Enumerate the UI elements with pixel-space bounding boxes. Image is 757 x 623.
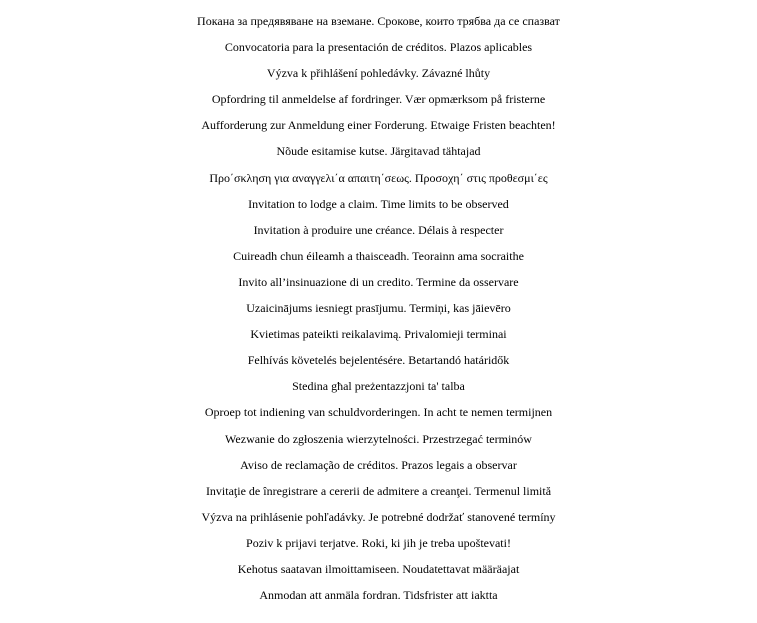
notice-line-nl: Oproep tot indiening van schuldvorderingen. In acht te nemen termijnen bbox=[204, 405, 553, 420]
notice-line-es: Convocatoria para la presentación de créditos. Plazos aplicables bbox=[224, 40, 533, 55]
notice-line-fr: Invitation à produire une créance. Délais à respecter bbox=[253, 222, 504, 237]
notice-line-it: Invito all’insinuazione di un credito. Termine da osservare bbox=[238, 274, 519, 289]
notice-line-fi: Kehotus saatavan ilmoittamiseen. Noudatettavat määräajat bbox=[237, 561, 520, 576]
notice-line-mt: Stedina għal preżentazzjoni ta' talba bbox=[292, 379, 465, 394]
notice-line-el: Προ΄σκληση για αναγγελι΄α απαιτη΄σεως. Προσοχη΄ στις προθεσμι΄ες bbox=[209, 170, 548, 185]
notice-line-pt: Aviso de reclamação de créditos. Prazos legais a observar bbox=[240, 457, 517, 472]
notice-line-sl: Poziv k prijavi terjatve. Roki, ki jih je treba upoštevati! bbox=[246, 535, 511, 550]
notice-line-lv: Uzaicinājums iesniegt prasījumu. Termiņi, kas jāievēro bbox=[246, 301, 511, 316]
notice-line-da: Opfordring til anmeldelse af fordringer. Vær opmærksom på fristerne bbox=[211, 92, 546, 107]
notice-line-sv: Anmodan att anmäla fordran. Tidsfrister att iaktta bbox=[259, 588, 498, 603]
notice-line-cs: Výzva k přihlášení pohledávky. Závazné lhůty bbox=[266, 66, 491, 81]
notice-line-bg: Покана за предявяване на вземане. Срокове, които трябва да се спазват bbox=[197, 14, 560, 28]
notice-line-lt: Kvietimas pateikti reikalavimą. Privalomieji terminai bbox=[250, 327, 507, 342]
notice-line-et: Nõude esitamise kutse. Järgitavad tähtajad bbox=[276, 144, 481, 159]
notice-line-hu: Felhívás követelés bejelentésére. Betartandó határidők bbox=[247, 353, 510, 368]
notice-line-ro: Invitaţie de înregistrare a cererii de admitere a creanţei. Termenul limită bbox=[205, 483, 552, 498]
notice-line-pl: Wezwanie do zgłoszenia wierzytelności. Przestrzegać terminów bbox=[225, 431, 532, 446]
notice-line-en: Invitation to lodge a claim. Time limits to be observed bbox=[248, 196, 509, 211]
notice-line-de: Aufforderung zur Anmeldung einer Forderung. Etwaige Fristen beachten! bbox=[201, 118, 556, 133]
multilingual-notice bbox=[0, 8, 757, 608]
notice-line-ga: Cuireadh chun éileamh a thaisceadh. Teorainn ama socraithe bbox=[233, 248, 524, 263]
notice-line-sk: Výzva na prihlásenie pohľadávky. Je potrebné dodržať stanovené termíny bbox=[201, 509, 556, 524]
